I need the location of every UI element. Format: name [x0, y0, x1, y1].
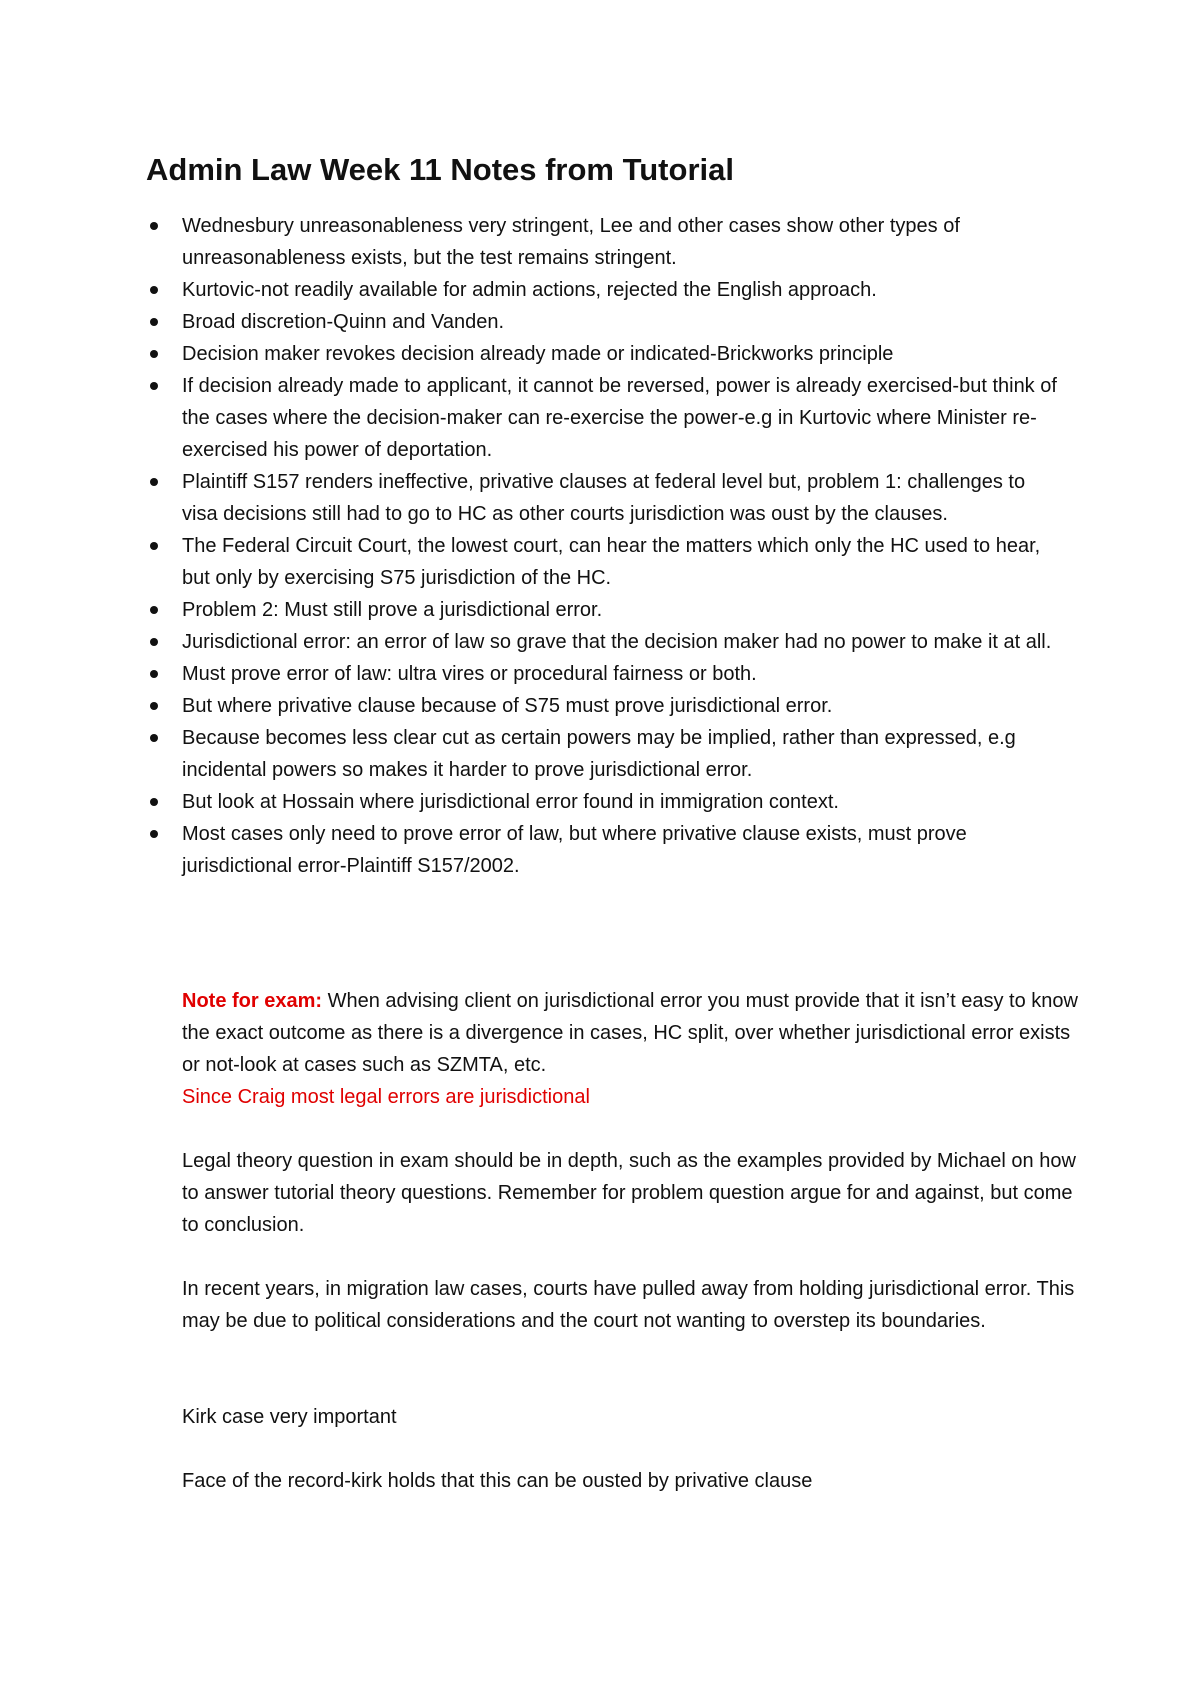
list-item — [146, 626, 1066, 658]
list-item-text: Kurtovic-not readily available for admin actions, rejected the English approach. — [182, 279, 877, 301]
exam-note — [182, 985, 1082, 1113]
list-item — [146, 338, 1066, 370]
bullet-icon — [150, 286, 158, 294]
list-item-text: Plaintiff S157 renders ineffective, privative clauses at federal level but, problem 1: challenges to visa decisions still had to go to HC as other courts jurisdiction was oust by the clauses. — [182, 471, 1026, 525]
bullet-icon — [150, 350, 158, 358]
list-item — [146, 786, 1066, 818]
bullet-icon — [150, 382, 158, 390]
list-item-text: The Federal Circuit Court, the lowest court, can hear the matters which only the HC used to hear, but only by exercising S75 jurisdiction of the HC. — [182, 535, 1041, 589]
list-item-text: Most cases only need to prove error of law, but where privative clause exists, must prove jurisdictional error-Plaintiff S157/2002. — [182, 823, 967, 877]
bullet-icon — [150, 734, 158, 742]
bullet-icon — [150, 478, 158, 486]
bullet-icon — [150, 670, 158, 678]
bullet-icon — [150, 542, 158, 550]
list-item — [146, 274, 1066, 306]
list-item — [146, 466, 1066, 530]
list-item — [146, 722, 1066, 786]
list-item-text: Problem 2: Must still prove a jurisdictional error. — [182, 599, 603, 621]
list-item — [146, 530, 1066, 594]
bullet-icon — [150, 222, 158, 230]
bullet-icon — [150, 830, 158, 838]
paragraph-recent-years: In recent years, in migration law cases, courts have pulled away from holding jurisdictional error. This may be due to political considerations and the court not wanting to overstep its boundaries. — [182, 1278, 1075, 1332]
list-item-text: Because becomes less clear cut as certain powers may be implied, rather than expressed, e.g incidental powers so makes it harder to prove jurisdictional error. — [182, 727, 1016, 781]
list-item — [146, 370, 1066, 466]
exam-note-label: Note for exam: — [182, 990, 323, 1012]
list-item-text: Wednesbury unreasonableness very stringent, Lee and other cases show other types of unreasonableness exists, but the test remains stringent. — [182, 215, 960, 269]
list-item — [146, 594, 1066, 626]
list-item-text: But where privative clause because of S75 must prove jurisdictional error. — [182, 695, 833, 717]
paragraph-legal-theory: Legal theory question in exam should be in depth, such as the examples provided by Michael on how to answer tutorial theory questions. Remember for problem question argue for and against, but come to conclusion. — [182, 1150, 1076, 1236]
list-item-text: Broad discretion-Quinn and Vanden. — [182, 311, 505, 333]
list-item-text: Jurisdictional error: an error of law so grave that the decision maker had no power to make it at all. — [182, 631, 1052, 653]
paragraph-face-of-record: Face of the record-kirk holds that this can be ousted by privative clause — [182, 1470, 813, 1492]
list-item-text: Decision maker revokes decision already made or indicated-Brickworks principle — [182, 343, 894, 365]
bullet-icon — [150, 638, 158, 646]
list-item — [146, 210, 1066, 274]
bullet-icon — [150, 318, 158, 326]
bullet-icon — [150, 798, 158, 806]
bullet-icon — [150, 606, 158, 614]
list-item — [146, 306, 1066, 338]
list-item — [146, 818, 1066, 882]
exam-note-red-line: Since Craig most legal errors are jurisdictional — [182, 1086, 590, 1108]
page-title: Admin Law Week 11 Notes from Tutorial — [146, 152, 734, 187]
bullet-list — [146, 210, 1066, 882]
list-item-text: But look at Hossain where jurisdictional error found in immigration context. — [182, 791, 839, 813]
paragraph-kirk-case: Kirk case very important — [182, 1406, 397, 1428]
bullet-icon — [150, 702, 158, 710]
list-item — [146, 690, 1066, 722]
list-item — [146, 658, 1066, 690]
exam-note-text: When advising client on jurisdictional error you must provide that it isn’t easy to know the exact outcome as there is a divergence in cases, HC split, over whether jurisdictional error exists or not-look at cases such as SZMTA, etc. — [182, 990, 1078, 1076]
list-item-text: Must prove error of law: ultra vires or procedural fairness or both. — [182, 663, 757, 685]
list-item-text: If decision already made to applicant, it cannot be reversed, power is already exercised-but think of the cases where the decision-maker can re-exercise the power-e.g in Kurtovic where Minister re-exercised his power of deportation. — [182, 375, 1057, 461]
